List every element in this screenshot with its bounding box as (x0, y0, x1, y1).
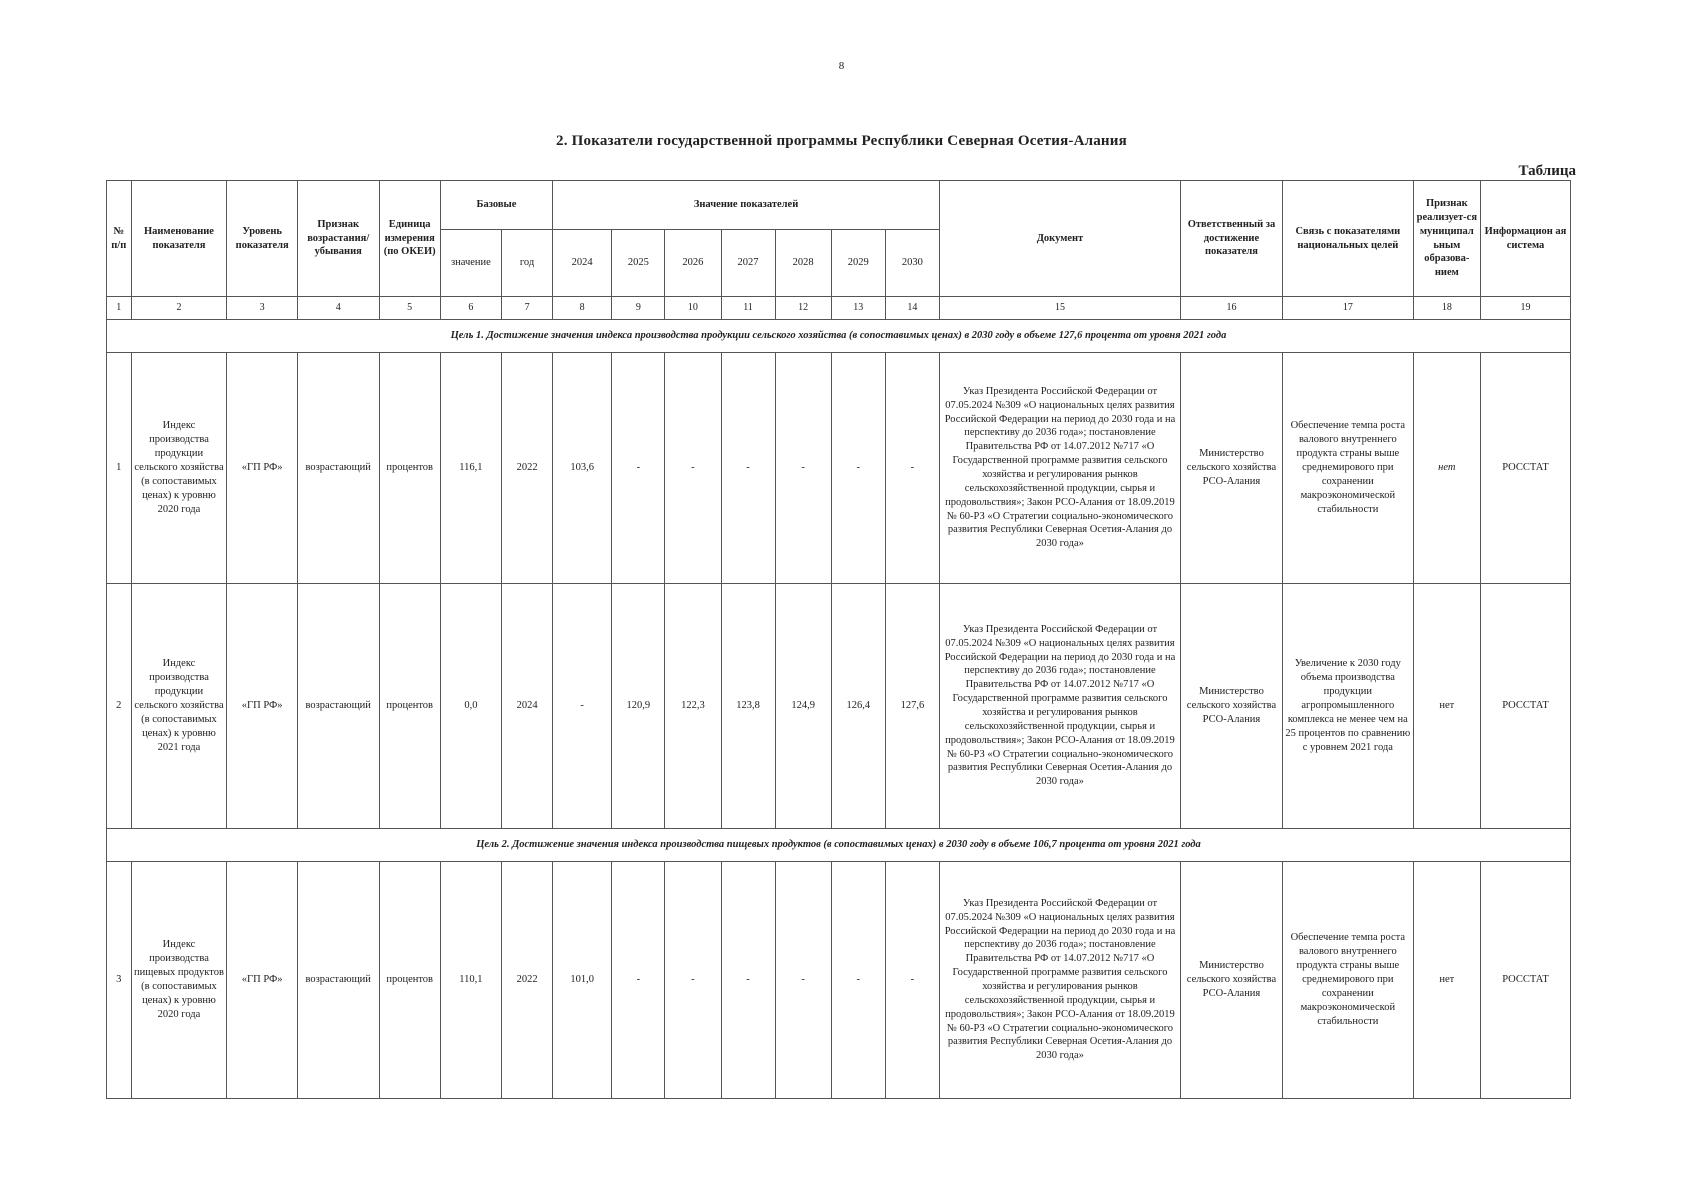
document-title: 2. Показатели государственной программы Республики Северная Осетия-Алания (556, 133, 1127, 149)
row-num: 3 (107, 862, 132, 1099)
header-values: Значение показателей (553, 181, 940, 230)
header-link: Связь с показателями национальных целей (1283, 181, 1414, 297)
header-sign: Признак возрастания/ убывания (297, 181, 379, 297)
indicator-sign: возрастающий (297, 353, 379, 584)
document-reference: Указ Президента Российской Федерации от 07.05.2024 №309 «О национальных целях развития Российской Федерации на период до 2030 года и на перспективу до 2036 года»; постановление Правительства РФ от 14.07.2012 №717 «О Государственной программе развития сельского хозяйства и регулирования рынков сельскохозяйственной продукции, сырья и продовольствия»; Закон РСО-Алания от 18.09.2019 № 60-РЗ «О Стратегии социально-экономического развития Республики Северная Осетия-Алания до 2030 года» (940, 353, 1181, 584)
table-label: Таблица (1518, 163, 1576, 179)
header-year-2026: 2026 (665, 230, 721, 297)
column-number: 16 (1180, 297, 1282, 320)
value-2028: 124,9 (775, 584, 831, 829)
column-number: 6 (440, 297, 501, 320)
goal-row (107, 829, 1571, 862)
indicator-name: Индекс производства пищевых продуктов (в сопоставимых ценах) к уровню 2020 года (131, 862, 227, 1099)
header-base-value: значение (440, 230, 501, 297)
column-numbers-row (107, 297, 1571, 320)
responsible-body: Министерство сельского хозяйства РСО-Алания (1180, 862, 1282, 1099)
column-number: 5 (379, 297, 440, 320)
column-number: 1 (107, 297, 132, 320)
indicator-name: Индекс производства продукции сельского хозяйства (в сопоставимых ценах) к уровню 2020 года (131, 353, 227, 584)
header-year-2028: 2028 (775, 230, 831, 297)
value-2030: - (885, 862, 939, 1099)
value-2030: 127,6 (885, 584, 939, 829)
column-number: 4 (297, 297, 379, 320)
table-row (107, 584, 1571, 829)
header-year-2025: 2025 (612, 230, 665, 297)
goal-1-text: Цель 1. Достижение значения индекса производства продукции сельского хозяйства (в сопоставимых ценах) в 2030 году в объеме 127,6 процента от уровня 2021 года (107, 320, 1571, 353)
value-2025: 120,9 (612, 584, 665, 829)
value-2026: - (665, 862, 721, 1099)
base-value: 110,1 (440, 862, 501, 1099)
base-value: 116,1 (440, 353, 501, 584)
column-number: 3 (227, 297, 297, 320)
value-2024: - (553, 584, 612, 829)
header-num: № п/п (107, 181, 132, 297)
column-number: 9 (612, 297, 665, 320)
column-number: 12 (775, 297, 831, 320)
header-year-2027: 2027 (721, 230, 775, 297)
indicator-unit: процентов (379, 862, 440, 1099)
page-number: 8 (838, 60, 845, 72)
value-2027: 123,8 (721, 584, 775, 829)
header-info-system: Информацион ая система (1481, 181, 1571, 297)
indicator-level: «ГП РФ» (227, 584, 297, 829)
indicator-level: «ГП РФ» (227, 353, 297, 584)
column-number: 17 (1283, 297, 1414, 320)
header-document: Документ (940, 181, 1181, 297)
column-number: 13 (831, 297, 885, 320)
base-year: 2024 (502, 584, 553, 829)
column-number: 15 (940, 297, 1181, 320)
column-number: 19 (1481, 297, 1571, 320)
header-unit: Единица измерения (по ОКЕИ) (379, 181, 440, 297)
responsible-body: Министерство сельского хозяйства РСО-Алания (1180, 584, 1282, 829)
column-number: 11 (721, 297, 775, 320)
municipal-flag: нет (1413, 862, 1480, 1099)
table-row (107, 862, 1571, 1099)
municipal-flag: нет (1413, 353, 1480, 584)
header-year-2024: 2024 (553, 230, 612, 297)
column-number: 7 (502, 297, 553, 320)
value-2025: - (612, 862, 665, 1099)
value-2027: - (721, 862, 775, 1099)
column-number: 14 (885, 297, 939, 320)
goal-2-text: Цель 2. Достижение значения индекса производства пищевых продуктов (в сопоставимых ценах) в 2030 году в объеме 106,7 процента от уровня 2021 года (107, 829, 1571, 862)
header-year-2029: 2029 (831, 230, 885, 297)
value-2024: 101,0 (553, 862, 612, 1099)
national-goal-link: Обеспечение темпа роста валового внутреннего продукта страны выше среднемирового при сохранении макроэкономической стабильности (1283, 862, 1414, 1099)
info-system: РОССТАТ (1481, 862, 1571, 1099)
indicator-sign: возрастающий (297, 862, 379, 1099)
value-2028: - (775, 862, 831, 1099)
row-num: 2 (107, 584, 132, 829)
column-number: 10 (665, 297, 721, 320)
national-goal-link: Увеличение к 2030 году объема производства продукции агропромышленного комплекса не менее чем на 25 процентов по сравнению с уровнем 2021 года (1283, 584, 1414, 829)
value-2026: - (665, 353, 721, 584)
value-2027: - (721, 353, 775, 584)
indicator-name: Индекс производства продукции сельского хозяйства (в сопоставимых ценах) к уровню 2021 года (131, 584, 227, 829)
base-year: 2022 (502, 353, 553, 584)
info-system: РОССТАТ (1481, 584, 1571, 829)
value-2029: 126,4 (831, 584, 885, 829)
row-num: 1 (107, 353, 132, 584)
national-goal-link: Обеспечение темпа роста валового внутреннего продукта страны выше среднемирового при сохранении макроэкономической стабильности (1283, 353, 1414, 584)
value-2028: - (775, 353, 831, 584)
indicator-sign: возрастающий (297, 584, 379, 829)
municipal-flag: нет (1413, 584, 1480, 829)
indicator-unit: процентов (379, 584, 440, 829)
info-system: РОССТАТ (1481, 353, 1571, 584)
column-number: 2 (131, 297, 227, 320)
header-base: Базовые (440, 181, 552, 230)
header-name: Наименование показателя (131, 181, 227, 297)
document-reference: Указ Президента Российской Федерации от 07.05.2024 №309 «О национальных целях развития Российской Федерации на период до 2030 года и на перспективу до 2036 года»; постановление Правительства РФ от 14.07.2012 №717 «О Государственной программе развития сельского хозяйства и регулирования рынков сельскохозяйственной продукции, сырья и продовольствия»; Закон РСО-Алания от 18.09.2019 № 60-РЗ «О Стратегии социально-экономического развития Республики Северная Осетия-Алания до 2030 года» (940, 584, 1181, 829)
goal-row (107, 320, 1571, 353)
header-responsible: Ответственный за достижение показателя (1180, 181, 1282, 297)
header-year-2030: 2030 (885, 230, 939, 297)
header-base-year: год (502, 230, 553, 297)
responsible-body: Министерство сельского хозяйства РСО-Алания (1180, 353, 1282, 584)
value-2029: - (831, 862, 885, 1099)
value-2025: - (612, 353, 665, 584)
header-municipal: Признак реализует-ся муниципал ьным образова-нием (1413, 181, 1480, 297)
value-2029: - (831, 353, 885, 584)
indicator-unit: процентов (379, 353, 440, 584)
header-level: Уровень показателя (227, 181, 297, 297)
value-2024: 103,6 (553, 353, 612, 584)
indicators-table (106, 180, 1571, 1099)
value-2026: 122,3 (665, 584, 721, 829)
value-2030: - (885, 353, 939, 584)
column-number: 8 (553, 297, 612, 320)
indicator-level: «ГП РФ» (227, 862, 297, 1099)
base-value: 0,0 (440, 584, 501, 829)
column-number: 18 (1413, 297, 1480, 320)
document-reference: Указ Президента Российской Федерации от 07.05.2024 №309 «О национальных целях развития Российской Федерации на период до 2030 года и на перспективу до 2036 года»; постановление Правительства РФ от 14.07.2012 №717 «О Государственной программе развития сельского хозяйства и регулирования рынков сельскохозяйственной продукции, сырья и продовольствия»; Закон РСО-Алания от 18.09.2019 № 60-РЗ «О Стратегии социально-экономического развития Республики Северная Осетия-Алания до 2030 года» (940, 862, 1181, 1099)
table-row (107, 353, 1571, 584)
base-year: 2022 (502, 862, 553, 1099)
